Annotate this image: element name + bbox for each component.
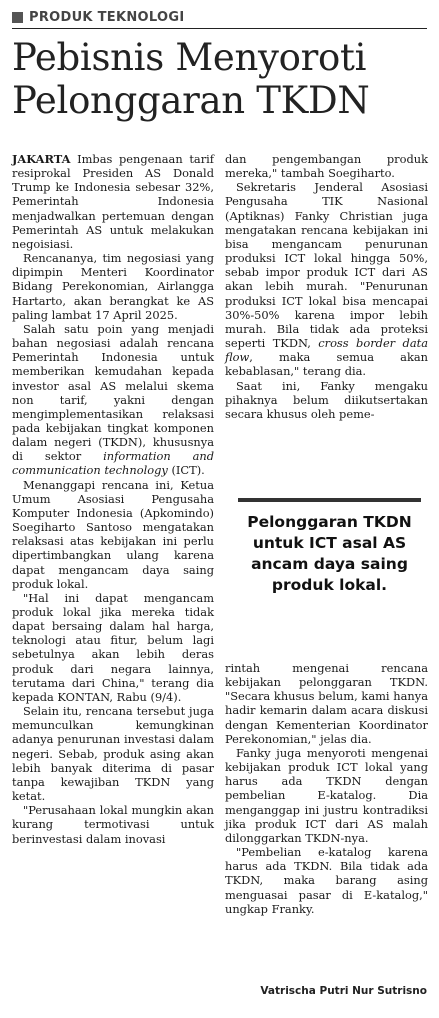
article-column-1 [12,152,214,846]
paragraph: "Hal ini dapat mengancam produk lokal jika mereka tidak dapat bersaing dalam hal harga, teknologi atau fitur, belum lagi sebetulnya akan lebih deras produk dari negara lainnya, terutama dari China," terang dia kepada KONTAN, Rabu (9/4). [12,590,214,704]
rubric-label: PRODUK TEKNOLOGI [29,9,185,25]
paragraph-text: , maka semua akan kebablasan," terang dia. [225,350,428,379]
paragraph: Fanky juga menyoroti mengenai kebijakan produk ICT lokal yang harus ada TKDN dengan pembelian E-katalog. Dia menganggap ini justru kontradiksi jika produk ICT dari AS malah dilonggarkan TKDN-nya. [225,745,428,845]
article-column-2 [225,152,428,421]
paragraph: Rencananya, tim negosiasi yang dipimpin Menteri Koordinator Bidang Perekonomian, Airlangga Hartarto, akan berangkat ke AS paling lambat 17 April 2025. [12,251,214,322]
paragraph: "Perusahaan lokal mungkin akan kurang termotivasi untuk berinvestasi dalam inovasi [12,803,214,846]
paragraph-text: Imbas pengenaan tarif resiprokal Presiden AS Donald Trump ke Indonesia sebesar 32%, Pemerintah Indonesia menjadwalkan pertemuan dengan Pemerintah AS untuk melakukan negoisiasi. [12,152,214,251]
paragraph: Selain itu, rencana tersebut juga memunculkan kemungkinan adanya penurunan investasi dalam negeri. Sebab, produk asing akan lebih banyak diterima di pasar tanpa kewajiban TKDN yang ketat. [12,704,214,804]
paragraph: Menanggapi rencana ini, Ketua Umum Asosiasi Pengusaha Komputer Indonesia (Apkomindo) Soegiharto Santoso mengatakan relaksasi atas kebijakan ini perlu dipertimbangkan ulang karena dapat mengancam daya saing produk lokal. [12,477,214,591]
pull-quote: Pelonggaran TKDN untuk ICT asal AS ancam daya saing produk lokal. [238,498,421,596]
italic-term: cross border data flow [225,336,429,365]
paragraph-text: Sekretaris Jenderal Asosiasi Pengusaha TIK Nasional (Aptiknas) Fanky Christian juga mengatakan rencana kebijakan ini bisa mengancam penurunan produksi ICT lokal hingga 50%, sebab impor produk ICT dari AS akan lebih murah. "Penurunan produksi ICT lokal bisa mencapai 30%-50% karena impor lebih murah. Bila tidak ada proteksi seperti TKDN, [225,180,428,351]
paragraph: rintah mengenai rencana kebijakan pelonggaran TKDN. "Secara khusus belum, kami hanya hadir kemarin dalam acara diskusi dengan Kementerian Koordinator Perekonomian," jelas dia. [225,661,428,746]
dateline: JAKARTA [12,152,71,166]
paragraph: dan pengembangan produk mereka," tambah Soegiharto. [225,152,428,181]
paragraph [225,180,428,378]
byline: Vatrischa Putri Nur Sutrisno [260,985,427,997]
rubric-square-icon [12,12,23,23]
paragraph-text: Salah satu poin yang menjadi bahan negosiasi adalah rencana Pemerintah Indonesia untuk memberikan kemudahan kepada investor asal AS melalui skema non tarif, yakni dengan mengimplementasikan relaksasi pada kebijakan tingkat komponen dalam negeri (TKDN), khususnya di sektor [12,321,214,464]
paragraph: "Pembelian e-katalog karena harus ada TKDN. Bila tidak ada TKDN, maka barang asing menguasai pasar di E-katalog," ungkap Franky. [225,845,428,916]
rubric-bar [12,6,427,29]
paragraph-text: (ICT). [167,463,205,478]
headline: Pebisnis Menyoroti Pelonggaran TKDN [12,36,370,122]
paragraph: Saat ini, Fanky mengaku pihaknya belum diikutsertakan secara khusus oleh peme- [225,378,428,421]
paragraph [12,152,214,251]
italic-term: information and communication technology [12,449,215,478]
paragraph [12,322,214,478]
article-column-3 [225,661,428,916]
